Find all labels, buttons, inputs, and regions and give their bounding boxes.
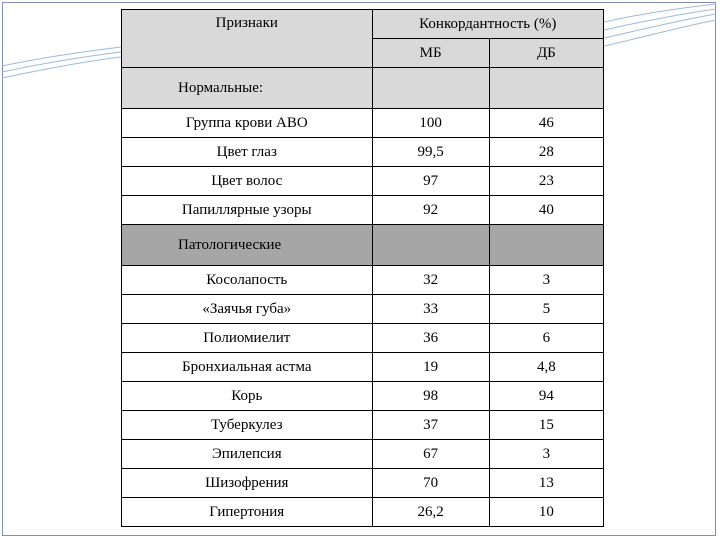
cell-mb-text: 97 [423, 173, 439, 189]
section-empty-cell [489, 68, 603, 109]
cell-db-text: 40 [538, 202, 554, 218]
cell-name-text: Полиомиелит [203, 330, 291, 346]
cell-mb [372, 266, 489, 295]
cell-mb [372, 295, 489, 324]
table-row [122, 469, 604, 498]
cell-name [122, 109, 373, 138]
cell-name-text: Бронхиальная астма [181, 359, 312, 375]
cell-db [489, 440, 603, 469]
header-db-label: ДБ [536, 45, 556, 61]
section-empty-cell [372, 68, 489, 109]
header-concordance-cell [372, 10, 603, 39]
header-mb-label: МБ [419, 45, 442, 61]
section-empty-cell [372, 225, 489, 266]
table-row [122, 498, 604, 527]
cell-db [489, 498, 603, 527]
cell-db [489, 469, 603, 498]
cell-db-text: 15 [538, 417, 554, 433]
cell-mb-text: 37 [423, 417, 439, 433]
cell-mb [372, 353, 489, 382]
header-feature-cell [122, 10, 373, 68]
cell-db [489, 382, 603, 411]
cell-mb [372, 498, 489, 527]
section-row [122, 225, 604, 266]
cell-mb [372, 469, 489, 498]
cell-db-text: 46 [538, 115, 554, 131]
table-row [122, 295, 604, 324]
cell-name-text: Косолапость [206, 272, 288, 288]
table-row [122, 138, 604, 167]
cell-db [489, 411, 603, 440]
cell-mb-text: 32 [423, 272, 439, 288]
cell-name-text: «Заячья губа» [202, 301, 292, 317]
table-row [122, 324, 604, 353]
cell-name [122, 382, 373, 411]
table-row [122, 382, 604, 411]
cell-mb-text: 33 [423, 301, 439, 317]
swoosh-line-left-1 [2, 47, 121, 66]
cell-mb-text: 99,5 [417, 144, 444, 160]
cell-mb-text: 26,2 [417, 504, 444, 520]
cell-mb-text: 67 [423, 446, 439, 462]
cell-name-text: Папиллярные узоры [181, 202, 312, 218]
cell-name-text: Эпилепсия [211, 446, 282, 462]
section-label: Нормальные: [178, 80, 264, 96]
cell-db-text: 13 [538, 475, 554, 491]
table-row [122, 196, 604, 225]
cell-db-text: 5 [542, 301, 551, 317]
cell-name [122, 266, 373, 295]
swoosh-line-right-2 [604, 9, 716, 30]
cell-mb [372, 196, 489, 225]
header-row [122, 10, 604, 39]
cell-db-text: 23 [538, 173, 554, 189]
cell-db [489, 266, 603, 295]
cell-name-text: Корь [231, 388, 263, 404]
cell-mb [372, 138, 489, 167]
cell-mb-text: 36 [423, 330, 439, 346]
cell-name-text: Цвет глаз [216, 144, 277, 160]
cell-db [489, 138, 603, 167]
cell-db [489, 295, 603, 324]
cell-mb-text: 98 [423, 388, 439, 404]
cell-name-text: Шизофрения [205, 475, 289, 491]
cell-name [122, 440, 373, 469]
cell-mb-text: 100 [419, 115, 442, 131]
cell-db-text: 3 [542, 446, 551, 462]
header-mb-cell [372, 39, 489, 68]
cell-name [122, 498, 373, 527]
cell-name [122, 353, 373, 382]
header-concordance-label: Конкордантность (%) [419, 16, 557, 32]
cell-name [122, 324, 373, 353]
section-label: Патологические [178, 237, 282, 253]
table-row [122, 167, 604, 196]
table-row [122, 440, 604, 469]
cell-name [122, 138, 373, 167]
cell-name-text: Группа крови АВО [185, 115, 308, 131]
cell-db [489, 109, 603, 138]
cell-db-text: 28 [538, 144, 554, 160]
concordance-table [121, 9, 604, 527]
cell-db [489, 196, 603, 225]
cell-mb-text: 70 [423, 475, 439, 491]
header-feature-label: Признаки [215, 15, 278, 31]
cell-db-text: 4,8 [537, 359, 556, 375]
header-db-cell [489, 39, 603, 68]
swoosh-line-right-4 [604, 20, 716, 46]
cell-mb [372, 411, 489, 440]
cell-db-text: 94 [538, 388, 554, 404]
cell-name [122, 469, 373, 498]
cell-db-text: 10 [538, 504, 554, 520]
cell-mb-text: 92 [423, 202, 439, 218]
table-row [122, 266, 604, 295]
table-row [122, 109, 604, 138]
cell-name-text: Туберкулез [211, 417, 283, 433]
swoosh-line-left-3 [2, 57, 121, 78]
cell-name [122, 411, 373, 440]
cell-db-text: 3 [542, 272, 551, 288]
cell-mb [372, 167, 489, 196]
cell-name-text: Цвет волос [211, 173, 283, 189]
cell-db [489, 324, 603, 353]
section-label-cell [122, 68, 373, 109]
swoosh-line-right-1 [604, 4, 716, 22]
cell-mb-text: 19 [423, 359, 439, 375]
cell-name [122, 295, 373, 324]
cell-name [122, 196, 373, 225]
section-row [122, 68, 604, 109]
cell-mb [372, 109, 489, 138]
cell-db [489, 353, 603, 382]
section-label-cell [122, 225, 373, 266]
table-row [122, 411, 604, 440]
section-empty-cell [489, 225, 603, 266]
cell-mb [372, 324, 489, 353]
cell-db [489, 167, 603, 196]
cell-name [122, 167, 373, 196]
cell-name-text: Гипертония [209, 504, 285, 520]
cell-db-text: 6 [542, 330, 551, 346]
cell-mb [372, 382, 489, 411]
table-row [122, 353, 604, 382]
cell-mb [372, 440, 489, 469]
